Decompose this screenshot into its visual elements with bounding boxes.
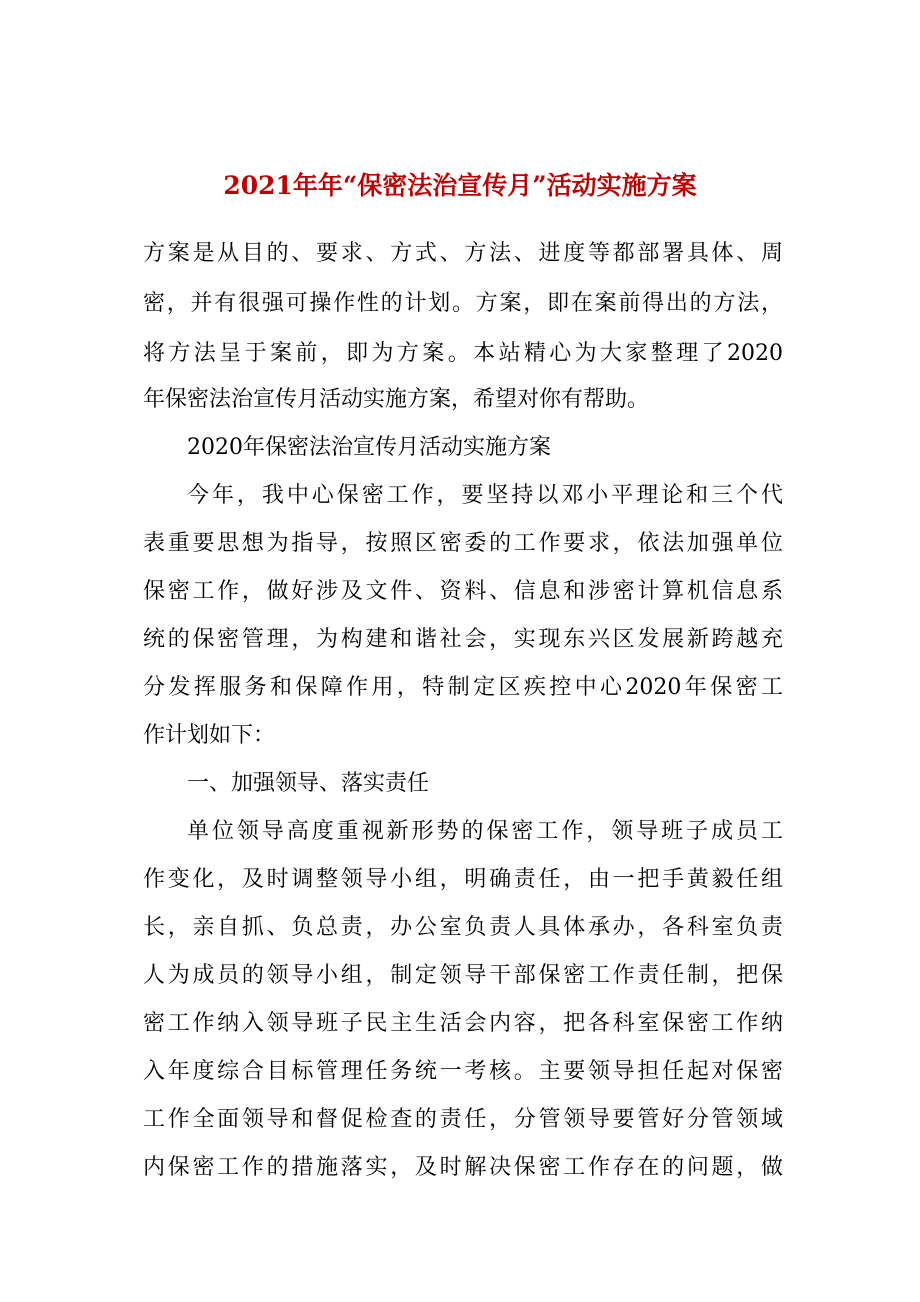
paragraph-line: 将方法呈于案前，即为方案。本站精心为大家整理了2020 (143, 341, 783, 366)
paragraph-line: 长，亲自抓、负总责，办公室负责人具体承办，各科室负责 (143, 915, 783, 940)
paragraph-line: 分发挥服务和保障作用，特制定区疾控中心2020年保密工 (143, 675, 783, 700)
section-heading: 2020年保密法治宣传月活动实施方案 (187, 435, 551, 460)
paragraph-line: 人为成员的领导小组，制定领导干部保密工作责任制，把保 (143, 963, 783, 988)
paragraph-line: 单位领导高度重视新形势的保密工作，领导班子成员工 (187, 819, 783, 844)
paragraph-line: 密工作纳入领导班子民主生活会内容，把各科室保密工作纳 (143, 1011, 783, 1036)
document-title: 2021年年“保密法治宣传月”活动实施方案 (223, 171, 697, 200)
paragraph-line: 工作全面领导和督促检查的责任，分管领导要管好分管领域 (143, 1107, 783, 1132)
section-heading: 一、加强领导、落实责任 (187, 771, 430, 796)
paragraph-line: 表重要思想为指导，按照区密委的工作要求，依法加强单位 (143, 531, 783, 556)
paragraph-line: 作计划如下： (143, 723, 276, 748)
paragraph-line: 入年度综合目标管理任务统一考核。主要领导担任起对保密 (143, 1059, 783, 1084)
paragraph-line: 年保密法治宣传月活动实施方案，希望对你有帮助。 (143, 387, 650, 412)
paragraph-line: 今年，我中心保密工作，要坚持以邓小平理论和三个代 (187, 483, 783, 508)
paragraph-line: 密，并有很强可操作性的计划。方案，即在案前得出的方法， (143, 291, 783, 316)
paragraph-line: 统的保密管理，为构建和谐社会，实现东兴区发展新跨越充 (143, 627, 783, 652)
paragraph-line: 作变化，及时调整领导小组，明确责任，由一把手黄毅任组 (143, 867, 783, 892)
paragraph-line: 保密工作，做好涉及文件、资料、信息和涉密计算机信息系 (143, 579, 783, 604)
paragraph-line: 方案是从目的、要求、方式、方法、进度等都部署具体、周 (143, 241, 783, 266)
paragraph-line: 内保密工作的措施落实，及时解决保密工作存在的问题，做 (143, 1155, 783, 1180)
